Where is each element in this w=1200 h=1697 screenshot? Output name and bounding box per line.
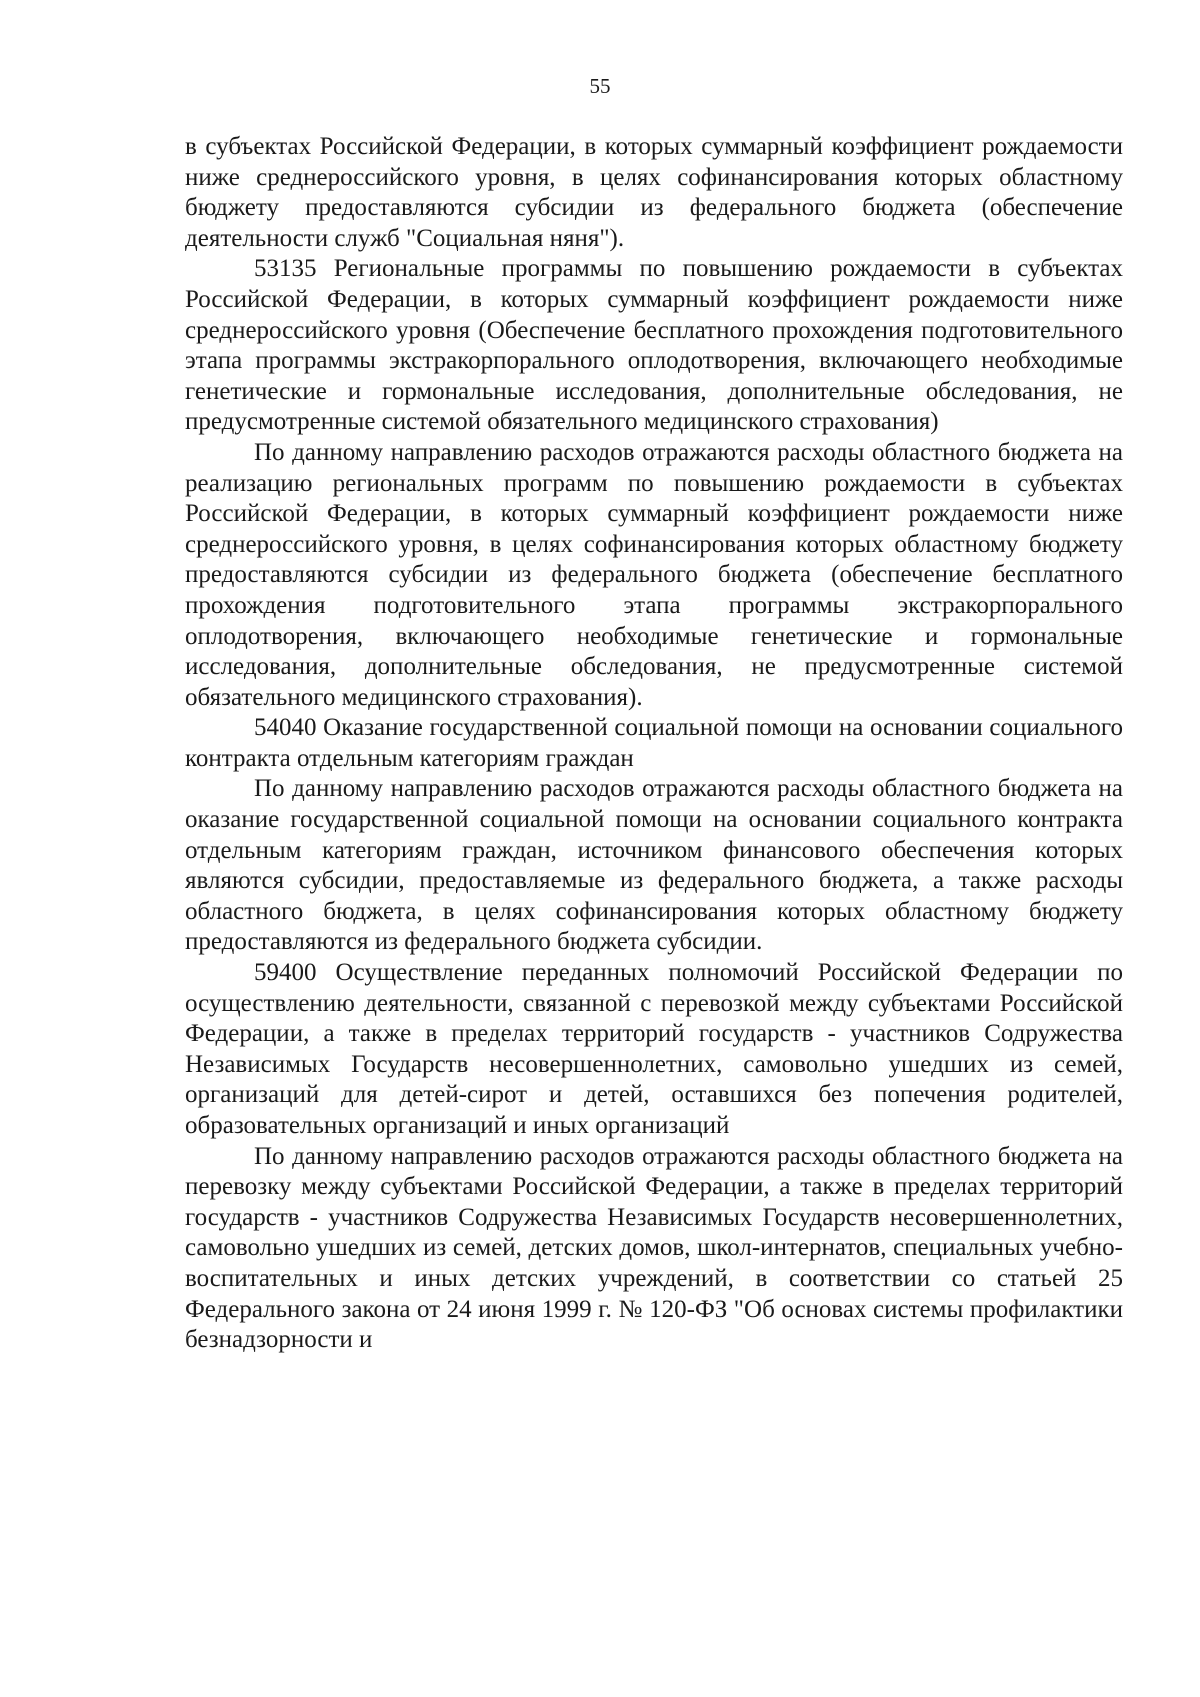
paragraph-53135-heading: 53135 Региональные программы по повышению рождаемости в субъектах Российской Федерации, в которых суммарный коэффициент рождаемости ниже среднероссийского уровня (Обеспечение бесплатного прохождения подготовительного этапа программы экстракорпорального оплодотворения, включающего необходимые генетические и гормональные исследования, дополнительные обследования, не предусмотренные системой обязательного медицинского страхования) (185, 255, 1123, 436)
paragraph-53135-description: По данному направлению расходов отражаются расходы областного бюджета на реализацию региональных программ по повышению рождаемости в субъектах Российской Федерации, в которых суммарный коэффициент рождаемости ниже среднероссийского уровня, в целях софинансирования которых областному бюджету предоставляются субсидии из федерального бюджета (обеспечение бесплатного прохождения подготовительного этапа программы экстракорпорального оплодотворения, включающего необходимые генетические и гормональные исследования, дополнительные обследования, не предусмотренные системой обязательного медицинского страхования). (185, 438, 1123, 711)
paragraph-59400-heading: 59400 Осуществление переданных полномочий Российской Федерации по осуществлению деятельности, связанной с перевозкой между субъектами Российской Федерации, а также в пределах территорий государств - участников Содружества Независимых Государств несовершеннолетних, самовольно ушедших из семей, организаций для детей-сирот и детей, оставшихся без попечения родителей, образовательных организаций и иных организаций (185, 959, 1123, 1139)
paragraph-continuation: в субъектах Российской Федерации, в которых суммарный коэффициент рождаемости ниже среднероссийского уровня, в целях софинансирования которых областному бюджету предоставляются субсидии из федерального бюджета (обеспечение деятельности служб "Социальная няня"). (185, 133, 1123, 252)
paragraph-59400-description: По данному направлению расходов отражаются расходы областного бюджета на перевозку между субъектами Российской Федерации, а также в пределах территорий государств - участников Содружества Независимых Государств несовершеннолетних, самовольно ушедших из семей, детских домов, школ-интернатов, специальных учебно-воспитательных и иных детских учреждений, в соответствии со статьей 25 Федерального закона от 24 июня 1999 г. № 120-ФЗ "Об основах системы профилактики безнадзорности и (185, 1142, 1123, 1354)
paragraph-54040-description: По данному направлению расходов отражаются расходы областного бюджета на оказание государственной социальной помощи на основании социального контракта отдельным категориям граждан, источником финансового обеспечения которых являются субсидии, предоставляемые из федерального бюджета, а также расходы областного бюджета, в целях софинансирования которых областному бюджету предоставляются из федерального бюджета субсидии. (185, 775, 1123, 956)
document-body (185, 132, 1123, 1356)
page-number: 55 (589, 74, 611, 98)
paragraph-54040-heading: 54040 Оказание государственной социальной помощи на основании социального контракта отдельным категориям граждан (185, 714, 1123, 772)
